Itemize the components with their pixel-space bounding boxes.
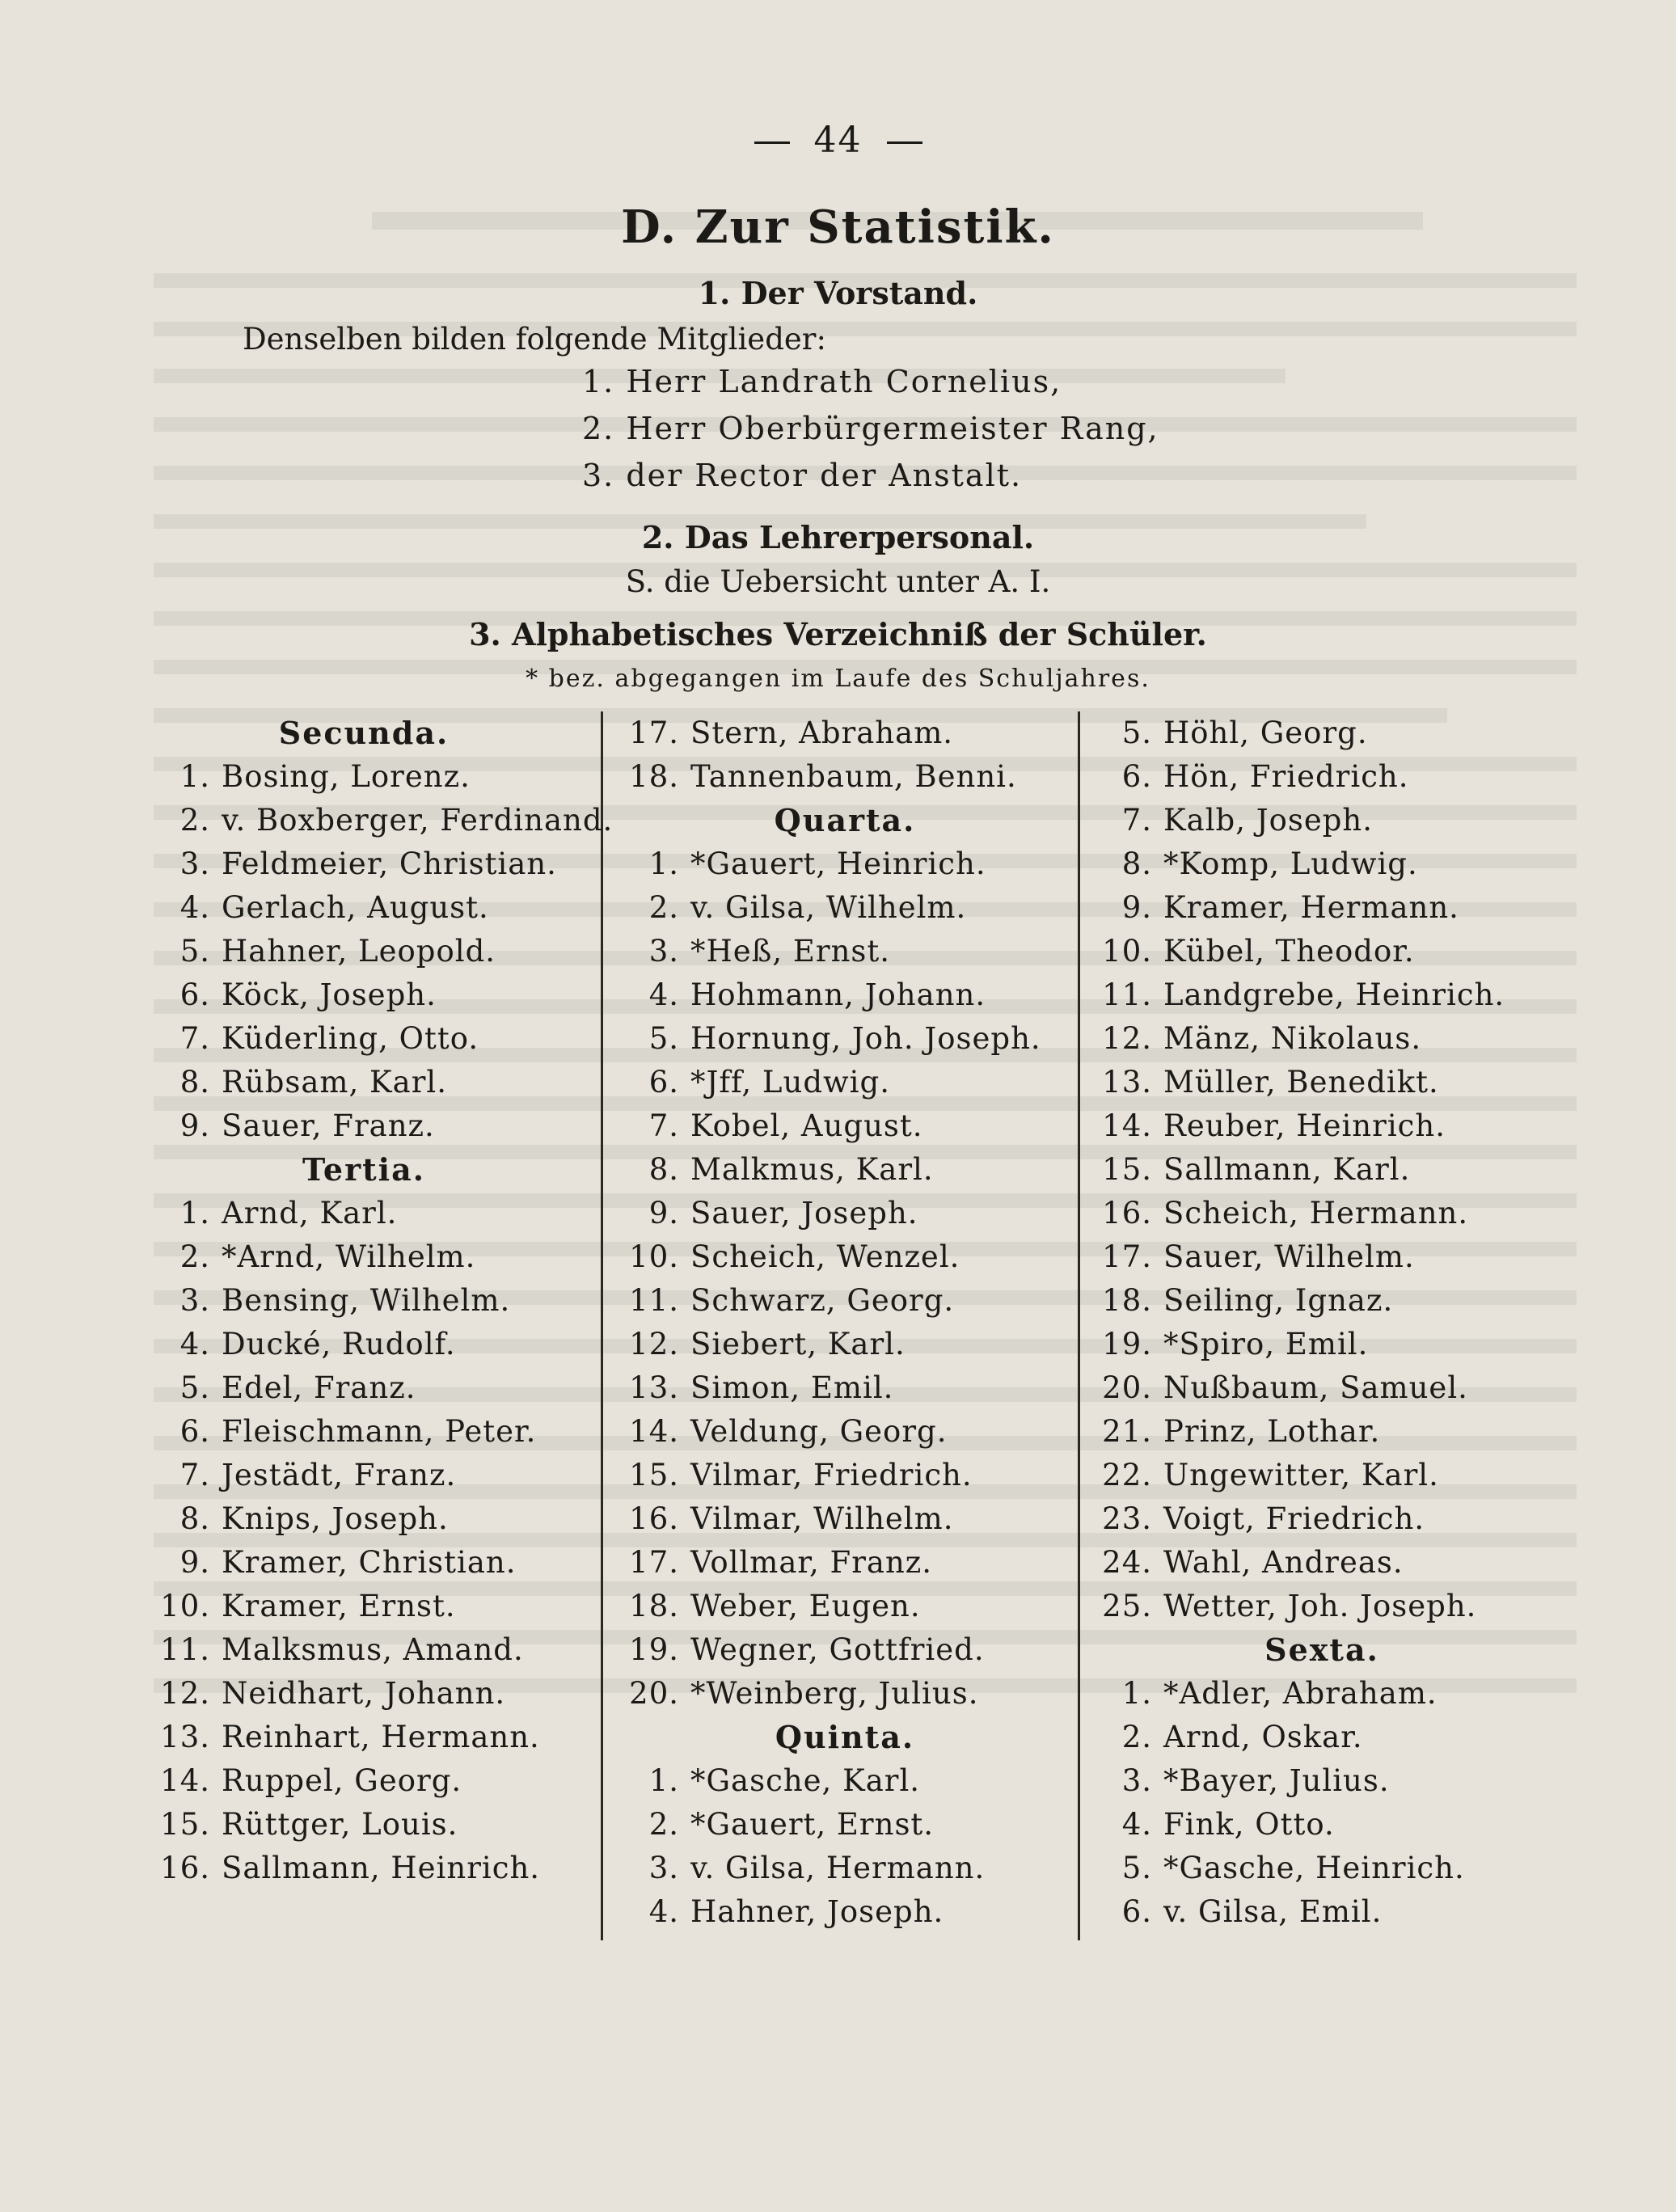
student-entry: [1096, 930, 1548, 973]
student-number: 9.: [648, 1196, 679, 1231]
student-name: *Komp, Ludwig.: [1163, 846, 1418, 881]
student-name: Simon, Emil.: [690, 1370, 894, 1405]
student-number: 17.: [629, 1545, 679, 1580]
student-number: 17.: [629, 716, 679, 750]
student-number: 1.: [1121, 1676, 1152, 1711]
student-entry: [146, 1017, 582, 1061]
student-name: Prinz, Lothar.: [1163, 1414, 1381, 1449]
student-name: Wahl, Andreas.: [1163, 1545, 1404, 1580]
vorstand-member: 1. Herr Landrath Cornelius,: [582, 364, 1062, 399]
student-number: 18.: [1102, 1283, 1152, 1318]
student-name: Edel, Franz.: [222, 1370, 416, 1405]
student-number: 2.: [179, 803, 210, 838]
student-number: 9.: [179, 1545, 210, 1580]
student-name: Arnd, Karl.: [222, 1196, 398, 1231]
student-entry: [146, 1716, 582, 1759]
student-name: *Heß, Ernst.: [690, 934, 891, 969]
student-number: 4.: [648, 1894, 679, 1929]
student-number: 2.: [648, 890, 679, 925]
student-entry: [146, 1541, 582, 1585]
student-entry: [623, 1803, 1067, 1847]
student-name: Bosing, Lorenz.: [222, 759, 471, 794]
student-entry: [623, 930, 1067, 973]
student-number: 7.: [179, 1021, 210, 1056]
student-name: Vollmar, Franz.: [690, 1545, 933, 1580]
student-name: Wetter, Joh. Joseph.: [1163, 1589, 1477, 1623]
student-number: 6.: [179, 977, 210, 1012]
student-column-2: [623, 711, 1067, 1934]
student-entry: [1096, 1541, 1548, 1585]
student-number: 4.: [179, 1327, 210, 1361]
student-name: Siebert, Karl.: [690, 1327, 906, 1361]
student-name: Arnd, Oskar.: [1163, 1720, 1363, 1754]
student-name: Stern, Abraham.: [690, 716, 954, 750]
student-entry: [623, 755, 1067, 799]
student-name: *Gasche, Heinrich.: [1163, 1851, 1465, 1885]
page-number: [0, 120, 1676, 161]
student-number: 12.: [1102, 1021, 1152, 1056]
student-name: Feldmeier, Christian.: [222, 846, 557, 881]
student-entry: [1096, 1585, 1548, 1628]
student-number: 8.: [179, 1065, 210, 1100]
student-name: Kobel, August.: [690, 1108, 923, 1143]
student-name: Veldung, Georg.: [690, 1414, 948, 1449]
student-entry: [146, 1803, 582, 1847]
student-entry: [623, 1192, 1067, 1235]
student-name: *Adler, Abraham.: [1163, 1676, 1437, 1711]
student-number: 13.: [1102, 1065, 1152, 1100]
student-entry: [1096, 886, 1548, 930]
student-number: 3.: [179, 846, 210, 881]
student-name: Vilmar, Friedrich.: [690, 1458, 973, 1492]
student-name: Malksmus, Amand.: [222, 1632, 524, 1667]
student-name: Neidhart, Johann.: [222, 1676, 506, 1711]
student-number: 3.: [648, 1851, 679, 1885]
student-entry: [146, 886, 582, 930]
student-number: 3.: [179, 1283, 210, 1318]
student-entry: [1096, 755, 1548, 799]
student-name: Tannenbaum, Benni.: [690, 759, 1017, 794]
student-name: Reuber, Heinrich.: [1163, 1108, 1446, 1143]
class-heading: Quarta.: [774, 802, 916, 838]
student-number: 2.: [648, 1807, 679, 1842]
student-entry: [1096, 1410, 1548, 1454]
student-number: 13.: [629, 1370, 679, 1405]
student-entry: [146, 1847, 582, 1890]
student-entry: [1096, 1061, 1548, 1104]
student-name: v. Gilsa, Wilhelm.: [690, 890, 967, 925]
student-entry: [623, 1410, 1067, 1454]
student-number: 5.: [648, 1021, 679, 1056]
student-entry: [1096, 799, 1548, 842]
student-name: v. Gilsa, Hermann.: [690, 1851, 986, 1885]
student-number: 13.: [160, 1720, 210, 1754]
student-name: Wegner, Gottfried.: [690, 1632, 985, 1667]
student-entry: [623, 886, 1067, 930]
student-name: Fink, Otto.: [1163, 1807, 1335, 1842]
student-name: Landgrebe, Heinrich.: [1163, 977, 1505, 1012]
student-entry: [1096, 1716, 1548, 1759]
student-number: 10.: [1102, 934, 1152, 969]
student-number: 4.: [1121, 1807, 1152, 1842]
student-name: *Gauert, Heinrich.: [690, 846, 986, 881]
student-entry: [146, 1672, 582, 1716]
student-entry: [146, 755, 582, 799]
student-name: Gerlach, August.: [222, 890, 489, 925]
student-number: 9.: [1121, 890, 1152, 925]
student-column-3: [1096, 711, 1548, 1934]
student-number: 3.: [648, 934, 679, 969]
column-divider: [1078, 711, 1080, 1940]
student-name: Hornung, Joh. Joseph.: [690, 1021, 1041, 1056]
student-entry: [623, 1104, 1067, 1148]
student-name: Ruppel, Georg.: [222, 1763, 462, 1798]
student-entry: [1096, 1192, 1548, 1235]
student-number: 2.: [179, 1239, 210, 1274]
student-number: 22.: [1102, 1458, 1152, 1492]
student-entry: [623, 1323, 1067, 1366]
student-name: Sauer, Wilhelm.: [1163, 1239, 1415, 1274]
student-name: Bensing, Wilhelm.: [222, 1283, 511, 1318]
student-entry: [1096, 1148, 1548, 1192]
student-name: Voigt, Friedrich.: [1163, 1501, 1425, 1536]
vorstand-member: 3. der Rector der Anstalt.: [582, 458, 1023, 493]
dash-left: [754, 141, 790, 144]
student-number: 24.: [1102, 1545, 1152, 1580]
student-entry: [623, 1672, 1067, 1716]
student-number: 16.: [629, 1501, 679, 1536]
student-name: Kalb, Joseph.: [1163, 803, 1374, 838]
student-number: 25.: [1102, 1589, 1152, 1623]
student-number: 5.: [179, 1370, 210, 1405]
student-number: 18.: [629, 1589, 679, 1623]
student-entry: [623, 1235, 1067, 1279]
student-entry: [146, 1323, 582, 1366]
student-name: *Gasche, Karl.: [690, 1763, 921, 1798]
student-entry: [623, 1279, 1067, 1323]
student-number: 5.: [1121, 1851, 1152, 1885]
student-name: *Bayer, Julius.: [1163, 1763, 1390, 1798]
student-entry: [146, 842, 582, 886]
student-name: Sauer, Franz.: [222, 1108, 435, 1143]
student-name: *Spiro, Emil.: [1163, 1327, 1369, 1361]
student-name: Sallmann, Heinrich.: [222, 1851, 541, 1885]
student-entry: [623, 1585, 1067, 1628]
student-number: 14.: [1102, 1108, 1152, 1143]
student-entry: [146, 1279, 582, 1323]
student-name: Ungewitter, Karl.: [1163, 1458, 1439, 1492]
student-number: 8.: [179, 1501, 210, 1536]
student-number: 11.: [1102, 977, 1152, 1012]
student-number: 9.: [179, 1108, 210, 1143]
student-name: Kübel, Theodor.: [1163, 934, 1415, 969]
student-number: 20.: [1102, 1370, 1152, 1405]
student-entry: [1096, 1672, 1548, 1716]
vorstand-intro: Denselben bilden folgende Mitglieder:: [243, 322, 826, 357]
section-title: D. Zur Statistik.: [621, 201, 1055, 254]
student-entry: [1096, 1454, 1548, 1497]
student-name: Sallmann, Karl.: [1163, 1152, 1411, 1187]
student-name: Seiling, Ignaz.: [1163, 1283, 1394, 1318]
student-column-1: [146, 711, 614, 1890]
class-heading: Tertia.: [302, 1151, 425, 1188]
student-number: 1.: [648, 1763, 679, 1798]
student-name: Ducké, Rudolf.: [222, 1327, 456, 1361]
student-number: 10.: [629, 1239, 679, 1274]
student-entry: [623, 973, 1067, 1017]
page-number-value: 44: [813, 120, 863, 161]
student-entry: [146, 1759, 582, 1803]
student-entry: [1096, 973, 1548, 1017]
student-entry: [146, 973, 582, 1017]
student-name: Reinhart, Hermann.: [222, 1720, 540, 1754]
student-name: Malkmus, Karl.: [690, 1152, 934, 1187]
student-entry: [146, 1366, 582, 1410]
student-name: Hahner, Leopold.: [222, 934, 496, 969]
student-number: 16.: [1102, 1196, 1152, 1231]
student-number: 6.: [1121, 759, 1152, 794]
student-number: 19.: [629, 1632, 679, 1667]
student-number: 5.: [179, 934, 210, 969]
student-number: 6.: [648, 1065, 679, 1100]
student-number: 17.: [1102, 1239, 1152, 1274]
student-number: 15.: [629, 1458, 679, 1492]
student-entry: [623, 1890, 1067, 1934]
student-entry: [1096, 1890, 1548, 1934]
student-name: Jestädt, Franz.: [222, 1458, 457, 1492]
student-number: 1.: [648, 846, 679, 881]
student-name: Scheich, Wenzel.: [690, 1239, 960, 1274]
vorstand-heading: 1. Der Vorstand.: [698, 275, 978, 311]
student-number: 6.: [179, 1414, 210, 1449]
student-name: Kramer, Ernst.: [222, 1589, 456, 1623]
student-number: 7.: [648, 1108, 679, 1143]
student-name: *Weinberg, Julius.: [690, 1676, 979, 1711]
student-name: Hohmann, Johann.: [690, 977, 986, 1012]
student-number: 2.: [1121, 1720, 1152, 1754]
student-number: 16.: [160, 1851, 210, 1885]
student-entry: [623, 1017, 1067, 1061]
student-entry: [623, 1847, 1067, 1890]
student-entry: [623, 1759, 1067, 1803]
student-number: 7.: [1121, 803, 1152, 838]
student-entry: [146, 1235, 582, 1279]
student-name: Schwarz, Georg.: [690, 1283, 955, 1318]
student-number: 15.: [160, 1807, 210, 1842]
student-entry: [1096, 1366, 1548, 1410]
student-number: 4.: [648, 977, 679, 1012]
student-entry: [1096, 711, 1548, 755]
student-number: 10.: [160, 1589, 210, 1623]
student-number: 6.: [1121, 1894, 1152, 1929]
student-name: Köck, Joseph.: [222, 977, 437, 1012]
student-number: 14.: [160, 1763, 210, 1798]
student-entry: [146, 1061, 582, 1104]
class-heading: Secunda.: [278, 715, 450, 751]
student-name: Kramer, Hermann.: [1163, 890, 1459, 925]
student-number: 15.: [1102, 1152, 1152, 1187]
student-name: Nußbaum, Samuel.: [1163, 1370, 1468, 1405]
student-entry: [623, 711, 1067, 755]
student-entry: [623, 1366, 1067, 1410]
student-entry: [146, 1410, 582, 1454]
student-entry: [146, 1497, 582, 1541]
student-name: Höhl, Georg.: [1163, 716, 1368, 750]
student-name: Scheich, Hermann.: [1163, 1196, 1469, 1231]
student-number: 12.: [160, 1676, 210, 1711]
student-entry: [1096, 1104, 1548, 1148]
student-entry: [1096, 1235, 1548, 1279]
student-name: Sauer, Joseph.: [690, 1196, 918, 1231]
student-name: Hön, Friedrich.: [1163, 759, 1409, 794]
student-entry: [146, 930, 582, 973]
student-entry: [623, 1497, 1067, 1541]
student-name: Knips, Joseph.: [222, 1501, 449, 1536]
student-number: 11.: [160, 1632, 210, 1667]
student-entry: [1096, 1759, 1548, 1803]
lehrer-text: S. die Uebersicht unter A. I.: [625, 564, 1051, 599]
student-name: *Gauert, Ernst.: [690, 1807, 935, 1842]
student-number: 8.: [1121, 846, 1152, 881]
student-number: 20.: [629, 1676, 679, 1711]
student-entry: [1096, 1323, 1548, 1366]
schueler-heading: 3. Alphabetisches Verzeichniß der Schüler.: [469, 616, 1207, 652]
student-entry: [623, 1148, 1067, 1192]
student-name: Rübsam, Karl.: [222, 1065, 448, 1100]
student-name: Küderling, Otto.: [222, 1021, 479, 1056]
student-number: 19.: [1102, 1327, 1152, 1361]
student-name: Weber, Eugen.: [690, 1589, 921, 1623]
student-entry: [146, 1585, 582, 1628]
student-entry: [146, 1192, 582, 1235]
student-name: v. Boxberger, Ferdinand.: [222, 803, 614, 838]
student-number: 8.: [648, 1152, 679, 1187]
vorstand-member: 2. Herr Oberbürgermeister Rang,: [582, 411, 1159, 446]
student-number: 21.: [1102, 1414, 1152, 1449]
student-number: 11.: [629, 1283, 679, 1318]
student-entry: [623, 1061, 1067, 1104]
student-number: 14.: [629, 1414, 679, 1449]
student-entry: [1096, 1017, 1548, 1061]
student-number: 12.: [629, 1327, 679, 1361]
class-heading: Quinta.: [775, 1719, 915, 1755]
student-name: Mänz, Nikolaus.: [1163, 1021, 1422, 1056]
student-entry: [623, 1454, 1067, 1497]
class-heading: Sexta.: [1264, 1632, 1379, 1668]
student-name: Fleischmann, Peter.: [222, 1414, 537, 1449]
student-number: 3.: [1121, 1763, 1152, 1798]
student-name: *Jff, Ludwig.: [690, 1065, 890, 1100]
column-divider: [601, 711, 603, 1940]
student-number: 1.: [179, 1196, 210, 1231]
lehrer-heading: 2. Das Lehrerpersonal.: [641, 519, 1035, 555]
student-number: 4.: [179, 890, 210, 925]
student-entry: [623, 842, 1067, 886]
student-entry: [146, 799, 614, 842]
dash-right: [887, 141, 922, 144]
student-number: 7.: [179, 1458, 210, 1492]
student-entry: [1096, 1847, 1548, 1890]
student-entry: [623, 1541, 1067, 1585]
student-name: *Arnd, Wilhelm.: [222, 1239, 476, 1274]
student-entry: [146, 1628, 582, 1672]
student-entry: [1096, 1497, 1548, 1541]
student-number: 18.: [629, 759, 679, 794]
student-name: v. Gilsa, Emil.: [1163, 1894, 1383, 1929]
student-name: Hahner, Joseph.: [690, 1894, 944, 1929]
student-entry: [623, 1628, 1067, 1672]
student-entry: [1096, 1279, 1548, 1323]
student-entry: [146, 1454, 582, 1497]
student-entry: [146, 1104, 582, 1148]
student-name: Vilmar, Wilhelm.: [690, 1501, 954, 1536]
student-name: Rüttger, Louis.: [222, 1807, 458, 1842]
student-entry: [1096, 1803, 1548, 1847]
student-name: Kramer, Christian.: [222, 1545, 517, 1580]
student-number: 23.: [1102, 1501, 1152, 1536]
schueler-note: * bez. abgegangen im Laufe des Schuljahres.: [526, 665, 1150, 693]
student-entry: [1096, 842, 1548, 886]
student-number: 1.: [179, 759, 210, 794]
student-number: 5.: [1121, 716, 1152, 750]
student-name: Müller, Benedikt.: [1163, 1065, 1439, 1100]
